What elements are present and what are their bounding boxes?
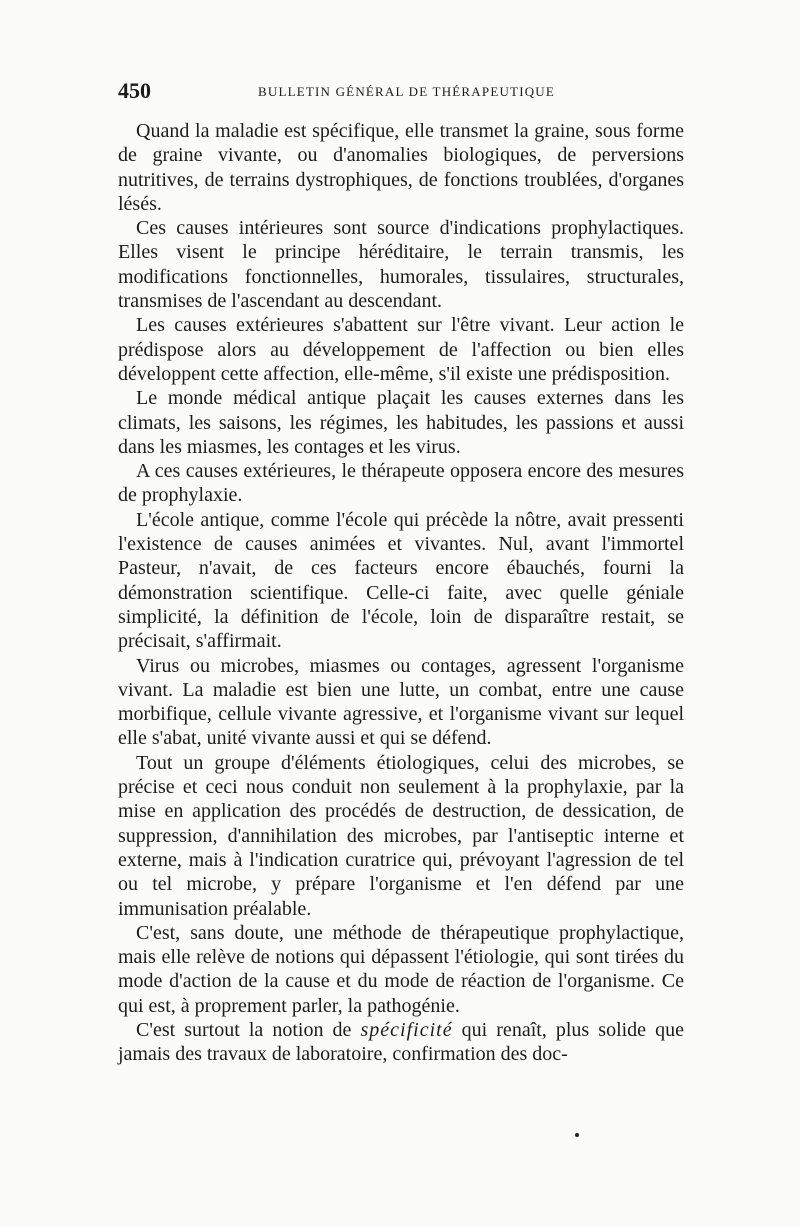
paragraph: C'est, sans doute, une méthode de thérapeutique prophylactique, mais elle relève de notions qui dépassent l'étiologie, qui sont tirées du mode d'action de la cause et du mode de réaction de l'organisme. Ce qui est, à proprement parler, la pathogénie. <box>118 921 684 1017</box>
paragraph: Virus ou microbes, miasmes ou contages, agressent l'organisme vivant. La maladie est bien une lutte, un combat, entre une cause morbifique, cellule vivante agressive, et l'organisme vivant sur lequel elle s'abat, unité vivante aussi et qui se défend. <box>118 654 684 750</box>
paragraph: Tout un groupe d'éléments étiologiques, celui des microbes, se précise et ceci nous conduit non seulement à la prophylaxie, par la mise en application des procédés de destruction, de dessication, de suppression, d'annihilation des microbes, par l'antiseptic interne et externe, mais à l'indication curatrice qui, prévoyant l'agression de tel ou tel microbe, y prépare l'organisme et l'en défend par une immunisation préalable. <box>118 751 684 920</box>
page-header <box>118 78 684 102</box>
emphasized-word: spécificité <box>360 1018 453 1041</box>
paragraph: A ces causes extérieures, le thérapeute opposera encore des mesures de prophylaxie. <box>118 460 684 507</box>
body-text <box>118 119 684 1067</box>
paragraph: Ces causes intérieures sont source d'indications prophylactiques. Elles visent le principe héréditaire, le terrain transmis, les modifications fonctionnelles, humorales, tissulaires, structurales, transmises de l'ascendant au descendant. <box>118 217 684 313</box>
paragraph: Le monde médical antique plaçait les causes externes dans les climats, les saisons, les régimes, les habitudes, les passions et aussi dans les miasmes, les contages et les virus. <box>118 387 684 458</box>
paragraph: Quand la maladie est spécifique, elle transmet la graine, sous forme de graine vivante, ou d'anomalies biologiques, de perversions nutritives, de terrains dystrophiques, de fonctions troublées, d'organes lésés. <box>118 120 684 215</box>
running-title: BULLETIN GÉNÉRAL DE THÉRAPEUTIQUE <box>258 84 556 99</box>
paragraph: L'école antique, comme l'école qui précède la nôtre, avait pressenti l'existence de causes animées et vivantes. Nul, avant l'immortel Pasteur, n'avait, de ces facteurs encore ébauchés, fourni la démonstration scientifique. Celle-ci faite, avec quelle géniale simplicité, la définition de l'école, loin de disparaître restait, se précisait, s'affirmait. <box>118 508 684 653</box>
ink-speck <box>575 1133 579 1137</box>
page-number: 450 <box>118 78 151 103</box>
paragraph-text: C'est surtout la notion de <box>136 1018 361 1041</box>
paragraph: Les causes extérieures s'abattent sur l'être vivant. Leur action le prédispose alors au développement de l'affection ou bien elles développent cette affection, elle-même, s'il existe une prédisposition. <box>118 314 684 385</box>
paragraph-text: qui renaît, plus solide que jamais des travaux de laboratoire, confirmation des doc- <box>118 1018 685 1066</box>
paragraph-last <box>118 1018 684 1067</box>
